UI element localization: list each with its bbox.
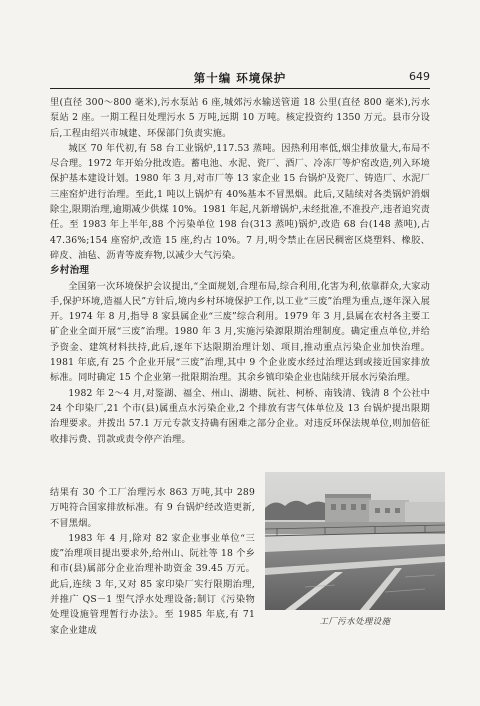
lower-left-text: [50, 485, 255, 645]
paragraph-6: 1983 年 4 月,除对 82 家企业事业单位“三废”治理项目提出要求外,给州山、阮社等 18 个乡和市(县)属部分企业治理补助资金 39.45 万元。此后,连续 3 年,又对 85 家印染厂实行限期治理,并推广 QS－1 型气浮水处理设备;制订《污染物处理设施管理暂行办法》。至 1985 年底,有 71 家企业建成: [50, 532, 255, 636]
photo-illustration: [265, 472, 445, 610]
paragraph-5: 结果有 30 个工厂治理污水 863 万吨,其中 289 万吨符合国家排放标准。有 9 台锅炉经改造更新,不冒黑烟。: [50, 487, 255, 529]
section-title: 第十编 环境保护: [193, 71, 287, 85]
paragraph-2: 城区 70 年代初,有 58 台工业锅炉,117.53 蒸吨。因热利用率低,烟尘排放量大,布局不尽合理。1972 年开始分批改造。蓄电池、水泥、瓷厂、酒厂、冷冻厂等炉窑改造,列入环境保护基本建设计划。1980 年 3 月,对市厂等 13 家企业 15 台锅炉及瓷厂、铸造厂、水泥厂三座窑炉进行治理。至此,1 吨以上锅炉有 40%基本不冒黑烟。此后,又陆续对各类锅炉消烟除尘,限期治理,逾期减少供煤 10%。1981 年起,凡新增锅炉,未经批准,不准投产,违者追究责任。至 1983 年上半年,88 个污染单位 198 台(313 蒸吨)锅炉,改造 68 台(148 蒸吨),占 47.36%;154 座窑炉,改造 15 座,约占 10%。7 月,明令禁止在居民稠密区烧塑料、橡胶、碎皮、油毡、沥青等废弃物,以减少大气污染。: [50, 142, 430, 261]
header-rule: [50, 88, 430, 89]
paragraph-4: 1982 年 2～4 月,对鉴湖、福全、州山、湖塘、阮社、柯桥、南钱清、钱清 8 个公社中 24 个印染厂,21 个市(县)属重点水污染企业,2 个排放有害气体单位及 13 台锅炉提出限期治理要求。并拨出 57.1 万元专款支持确有困难之部分企业。对违反环保法规单位,则加倍征收排污费、罚款或责令停产治理。: [50, 387, 430, 445]
main-text: [50, 95, 430, 485]
page-header: [50, 70, 430, 86]
section-heading: 乡村治理: [50, 265, 90, 277]
wastewater-facility-photo: [265, 472, 445, 610]
page-number: 649: [409, 70, 430, 83]
photo-caption: 工厂污水处理设施: [319, 616, 391, 626]
paragraph-3: 全国第一次环境保护会议提出,“全面规划,合理布局,综合利用,化害为利,依靠群众,大家动手,保护环境,造福人民”方针后,境内乡村环境保护工作,以工业“三废”治理为重点,逐年深入展开。1974 年 8 月,指导 8 家县属企业“三废”综合利用。1979 年 3 月,县属在农村各主要工矿企业全面开展“三废”治理。1980 年 3 月,实施污染源限期治理制度。确定重点单位,并给予资金、建筑材料扶持,此后,逐年下达限期治理计划、项目,推动重点污染企业加快治理。1981 年底,有 25 个企业开展“三废”治理,其中 9 个企业废水经过治理达到或接近国家排放标准。同时确定 15 个企业第一批限期治理。其余乡镇印染企业也陆续开展水污染治理。: [50, 280, 430, 384]
paragraph-1: 里(直径 300～800 毫米),污水泵站 6 座,城郊污水输送管道 18 公里(直径 800 毫米),污水泵站 2 座。一期工程日处理污水 5 万吨,远期 10 万吨。核定投资约 1350 万元。县市分设后,工程由绍兴市城建、环保部门负责实施。: [50, 97, 430, 139]
